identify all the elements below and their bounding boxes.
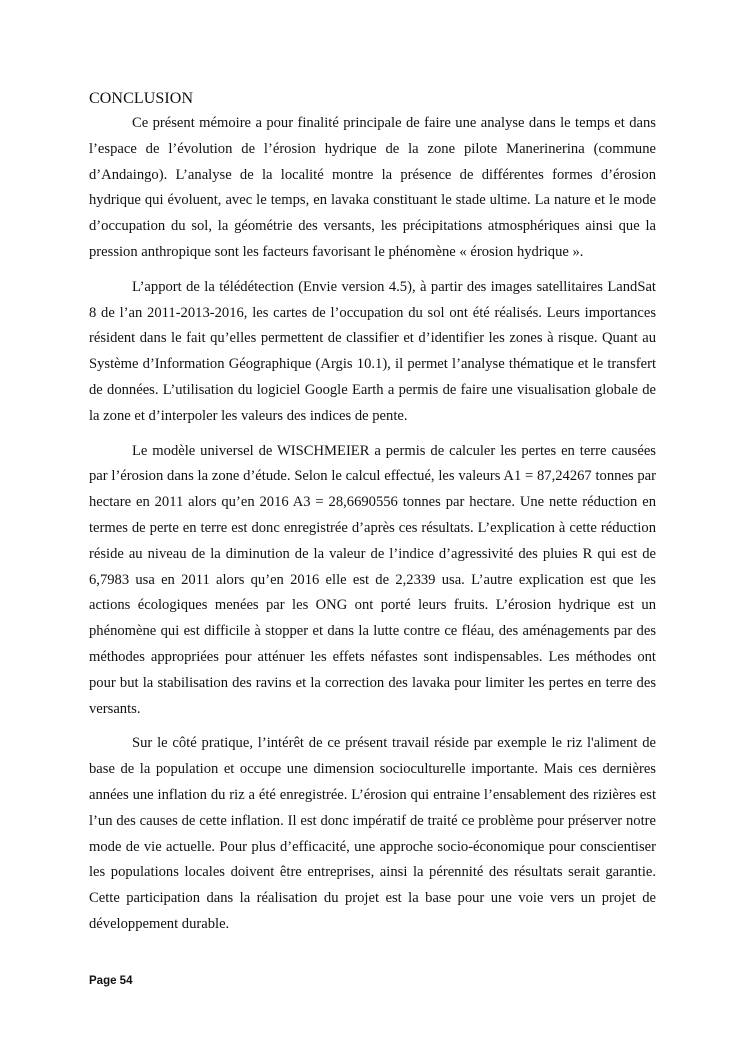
page-number-footer: Page 54 — [89, 975, 133, 987]
paragraph-4: Sur le côté pratique, l’intérêt de ce présent travail réside par exemple le riz l'aliment de base de la population et occupe une dimension socioculturelle importante. Mais ces dernières années une inflation du riz a été enregistrée. L’érosion qui entraine l’ensablement des rizières est l’un des causes de cette inflation. Il est donc impératif de traité ce problème pour préserver notre mode de vie actuelle. Pour plus d’efficacité, une approche socio-économique pour conscientiser les populations locales doivent être entreprises, ainsi la pérennité des résultats serait garantie. Cette participation dans la réalisation du projet est la base pour une voie vers un projet de développement durable. — [89, 735, 656, 932]
section-heading: CONCLUSION — [89, 90, 194, 107]
paragraph-2: L’apport de la télédétection (Envie version 4.5), à partir des images satellitaires LandSat 8 de l’an 2011-2013-2016, les cartes de l’occupation du sol ont été réalisés. Leurs importances résident dans le fait qu’elles permettent de classifier et d’identifier les zones à risque. Quant au Système d’Information Géographique (Argis 10.1), il permet l’analyse thématique et le transfert de données. L’utilisation du logiciel Google Earth a permis de faire une visualisation globale de la zone et d’interpoler les valeurs des indices de pente. — [89, 278, 656, 424]
paragraph-1: Ce présent mémoire a pour finalité principale de faire une analyse dans le temps et dans l’espace de l’évolution de l’érosion hydrique de la zone pilote Manerinerina (commune d’Andaingo). L’analyse de la localité montre la présence de différentes formes d’érosion hydrique qui évoluent, avec le temps, en lavaka constituant le stade ultime. La nature et le mode d’occupation du sol, la géométrie des versants, les précipitations atmosphériques ainsi que la pression anthropique sont les facteurs favorisant le phénomène « érosion hydrique ». — [89, 115, 656, 260]
paragraph-3: Le modèle universel de WISCHMEIER a permis de calculer les pertes en terre causées par l’érosion dans la zone d’étude. Selon le calcul effectué, les valeurs A1 = 87,24267 tonnes par hectare en 2011 alors qu’en 2016 A3 = 28,6690556 tonnes par hectare. Une nette réduction en termes de perte en terre est donc enregistrée d’après ces résultats. L’explication à cette réduction réside au niveau de la diminution de la valeur de l’indice d’agressivité des pluies R qui est de 6,7983 usa en 2011 alors qu’en 2016 elle est de 2,2339 usa. L’autre explication est que les actions écologiques menées par les ONG ont porté leurs fruits. L’érosion hydrique est un phénomène qui est difficile à stopper et dans la lutte contre ce fléau, des aménagements par des méthodes appropriées pour atténuer les effets néfastes sont indispensables. Les méthodes ont pour but la stabilisation des ravins et la correction des lavaka pour limiter les pertes en terre des versants. — [89, 442, 656, 717]
page-body — [89, 89, 656, 947]
